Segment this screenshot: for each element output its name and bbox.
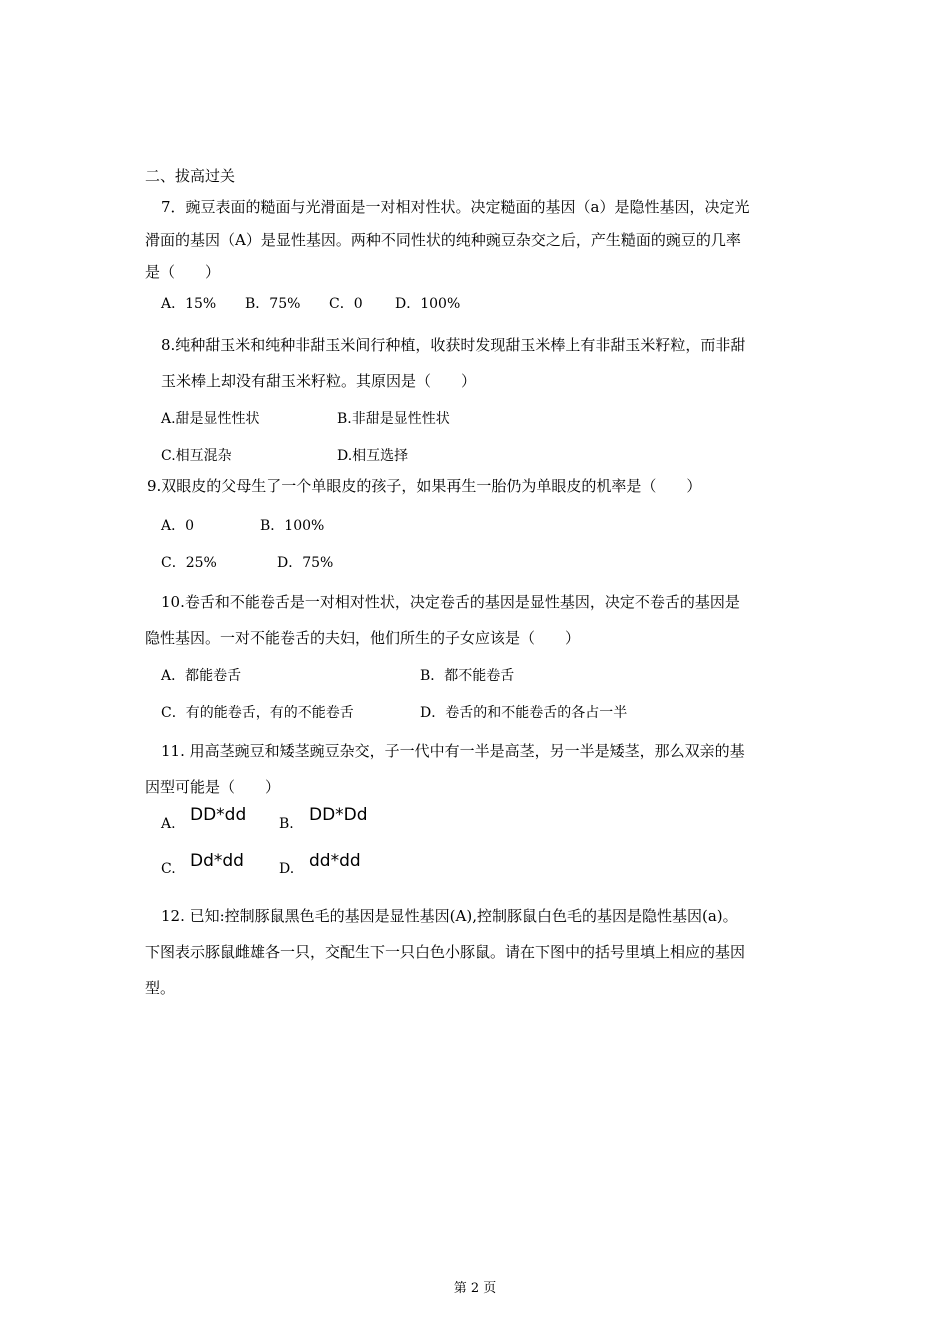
question-8-option-d: D.相互选择 <box>337 448 409 464</box>
question-9-option-c: C．25% <box>161 555 217 571</box>
question-10-option-b: B．都不能卷舌 <box>420 668 515 684</box>
page-footer: 第 2 页 <box>453 1281 497 1296</box>
question-9-option-b: B．100% <box>260 518 325 534</box>
question-9-option-d: D．75% <box>277 555 334 571</box>
question-7-line-3: 是（ ） <box>145 263 221 281</box>
question-8-line-2: 玉米棒上却没有甜玉米籽粒。其原因是（ ） <box>161 372 477 390</box>
question-11-line-1: 11. 用高茎豌豆和矮茎豌豆杂交，子一代中有一半是高茎，另一半是矮茎，那么双亲的基 <box>161 742 745 760</box>
question-11-option-c-letter: C. <box>161 861 176 877</box>
question-8-option-b: B.非甜是显性性状 <box>337 411 450 427</box>
question-11-option-b-genotype: DD*Dd <box>309 805 368 825</box>
question-11-option-d-letter: D. <box>279 861 295 877</box>
question-9-line-1: 9.双眼皮的父母生了一个单眼皮的孩子，如果再生一胎仍为单眼皮的机率是（ ） <box>147 477 702 495</box>
question-11-option-d-genotype: dd*dd <box>309 851 361 871</box>
question-11-option-a-genotype: DD*dd <box>190 805 247 825</box>
question-7-option-a: A．15% <box>161 296 217 312</box>
question-7-option-c: C．0 <box>329 296 363 312</box>
question-8-option-c: C.相互混杂 <box>161 448 232 464</box>
section-title: 二、拔高过关 <box>145 167 236 185</box>
question-12-line-3: 型。 <box>145 979 176 997</box>
question-11-option-a-letter: A. <box>161 816 176 832</box>
question-9-option-a: A．0 <box>161 518 195 534</box>
question-11-line-2: 因型可能是（ ） <box>145 778 281 796</box>
question-10-option-d: D．卷舌的和不能卷舌的各占一半 <box>420 705 628 721</box>
question-11-option-c-genotype: Dd*dd <box>190 851 244 871</box>
question-7-line-2: 滑面的基因（A）是显性基因。两种不同性状的纯种豌豆杂交之后，产生糙面的豌豆的几率 <box>145 231 741 249</box>
question-8-option-a: A.甜是显性性状 <box>161 411 260 427</box>
question-12-line-2: 下图表示豚鼠雌雄各一只，交配生下一只白色小豚鼠。请在下图中的括号里填上相应的基因 <box>145 943 746 961</box>
question-10-line-2: 隐性基因。一对不能卷舌的夫妇，他们所生的子女应该是（ ） <box>145 629 581 647</box>
question-7-option-d: D．100% <box>395 296 461 312</box>
question-10-option-c: C．有的能卷舌，有的不能卷舌 <box>161 705 354 721</box>
question-10-option-a: A．都能卷舌 <box>161 668 242 684</box>
question-8-line-1: 8.纯种甜玉米和纯种非甜玉米间行种植，收获时发现甜玉米棒上有非甜玉米籽粒，而非甜 <box>161 336 746 354</box>
question-7-line-1: 7．豌豆表面的糙面与光滑面是一对相对性状。决定糙面的基因（a）是隐性基因，决定光 <box>161 198 750 216</box>
question-12-line-1: 12. 已知:控制豚鼠黑色毛的基因是显性基因(A),控制豚鼠白色毛的基因是隐性基因(a)。 <box>161 907 738 925</box>
question-10-line-1: 10.卷舌和不能卷舌是一对相对性状，决定卷舌的基因是显性基因，决定不卷舌的基因是 <box>161 593 740 611</box>
question-7-option-b: B．75% <box>245 296 301 312</box>
question-11-option-b-letter: B. <box>279 816 294 832</box>
